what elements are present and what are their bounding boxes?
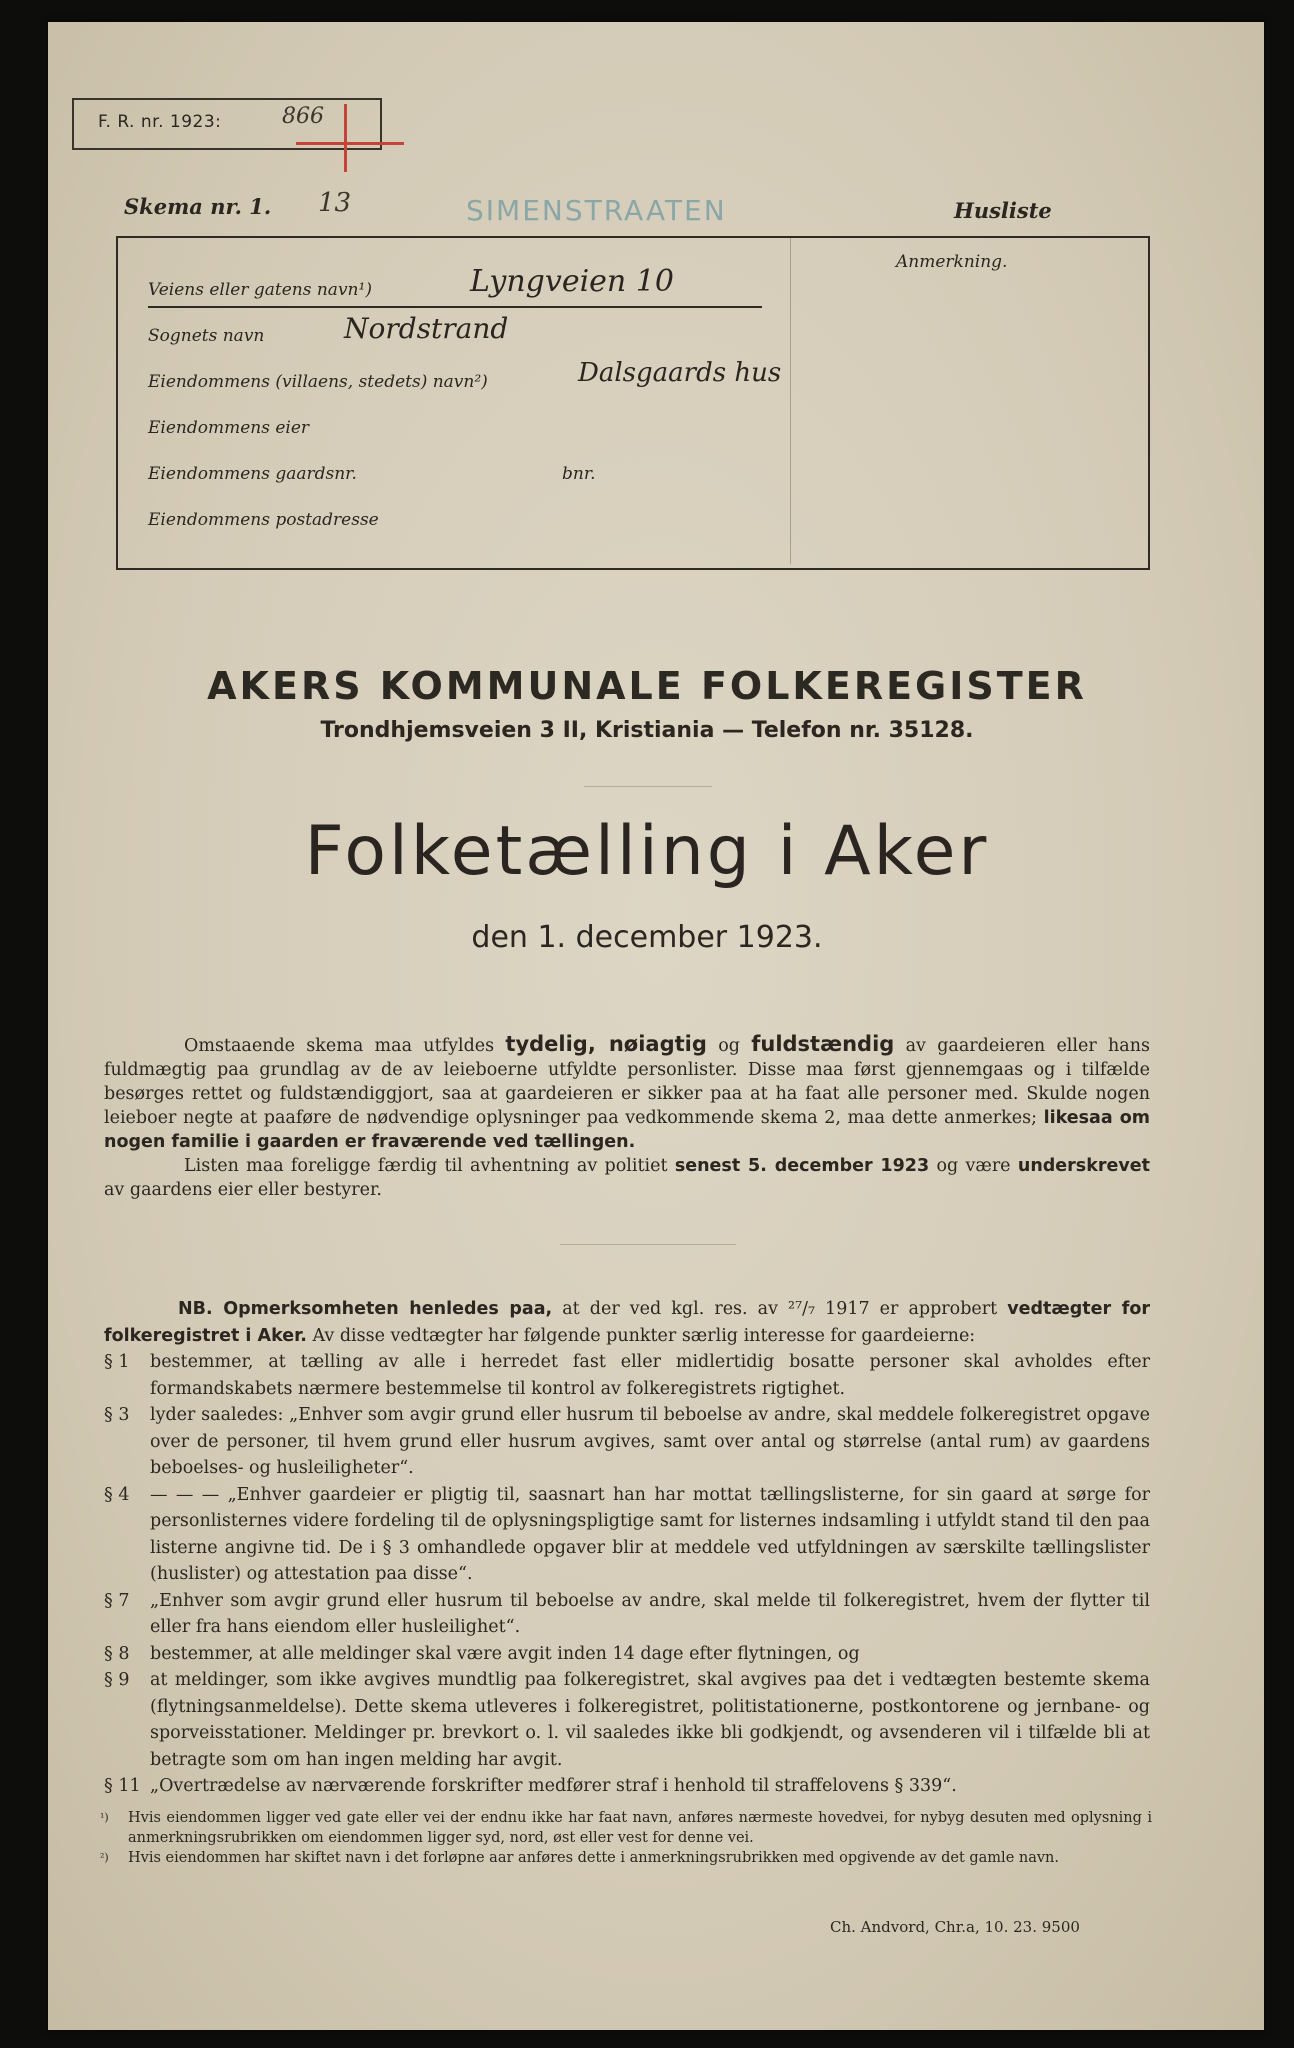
- title-rule: [584, 786, 712, 787]
- nb-lead: NB. Opmerksomheten henledes paa, at der ved kgl. res. av ²⁷/₇ 1917 er approbert vedtægter for folkeregistret i Aker. Av disse vedtægter har følgende punkter særlig interesse for gaardeierne:: [104, 1299, 1150, 1346]
- property-name-label: Eiendommens (villaens, stedets) navn²): [148, 372, 488, 392]
- paragraph-11: § 11 „Overtrædelse av nærværende forskrifter medfører straf i henhold til straffelovens § 339“.: [104, 1776, 957, 1796]
- skema-handwritten-number: 13: [318, 188, 352, 218]
- paragraph-1: § 1 bestemmer, at tælling av alle i herredet fast eller midlertidig bosatte personer skal avholdes efter formandskabets nærmere bestemmelse til kontrol av folkeregistrets rigtighet.: [104, 1352, 1150, 1399]
- intro-text: [104, 1032, 1150, 1202]
- paragraph-3: § 3 lyder saaledes: „Enhver som avgir grund eller husrum til beboelse av andre, skal meddele folkeregistret opgave over de personer, til hvem grund eller husrum avgives, samt over antal og størrelse (antal rum) av gaardens beboelses- og husleiligheter“.: [104, 1405, 1150, 1478]
- street-name-label: Veiens eller gatens navn¹): [148, 280, 372, 300]
- paragraph-7: § 7 „Enhver som avgir grund eller husrum til beboelse av andre, skal melde til folkeregistret, hvem der flytter til eller fra hans eiendom eller husleilighet“.: [104, 1590, 1150, 1637]
- fr-label: F. R. nr. 1923:: [98, 112, 222, 132]
- main-title: Folketælling i Aker: [304, 812, 990, 891]
- org-address: Trondhjemsveien 3 II, Kristiania — Telefon nr. 35128.: [320, 718, 974, 743]
- farm-number-label: Eiendommens gaardsnr.: [148, 464, 357, 484]
- owner-label: Eiendommens eier: [148, 418, 310, 438]
- parish-label: Sognets navn: [148, 326, 265, 346]
- red-cross-mark-bar: [296, 142, 404, 145]
- printer-imprint: Ch. Andvord, Chr.a, 10. 23. 9500: [830, 1918, 1080, 1936]
- org-title: AKERS KOMMUNALE FOLKEREGISTER: [207, 664, 1087, 708]
- street-name-value: Lyngveien 10: [470, 264, 674, 299]
- paragraph-8: § 8 bestemmer, at alle meldinger skal være avgit inden 14 dage efter flytningen, og: [104, 1643, 860, 1664]
- anmerkning-header: Anmerkning.: [896, 252, 1008, 272]
- red-cross-mark: [344, 104, 347, 172]
- husliste-label: Husliste: [954, 198, 1052, 223]
- anmerkning-divider: [790, 238, 791, 564]
- property-name-value: Dalsgaards hus: [578, 358, 782, 388]
- intro-paragraph-2: Listen maa foreligge færdig til avhentning av politiet senest 5. december 1923 og være underskrevet av gaardens eier eller bestyrer.: [104, 1156, 1150, 1200]
- footnotes: [100, 1808, 1152, 1868]
- section-rule: [560, 1244, 736, 1245]
- fr-number: 866: [282, 104, 324, 129]
- intro-paragraph-1: Omstaaende skema maa utfyldes tydelig, nøiagtig og fuldstændig av gaardeieren eller hans fuldmægtig paa grundlag av de av leieboerne utfyldte personlister. Disse maa først gjennemgaas og i tilfælde besørges rettet og fuldstændiggjort, saa at gaardeieren er sikker paa at ha faat alle personer med. Skulde nogen leieboer negte at paaføre de nødvendige oplysninger paa vedkommende skema 2, maa dette anmerkes; likesaa om nogen familie i gaarden er fraværende ved tællingen.: [104, 1032, 1151, 1152]
- postal-address-label: Eiendommens postadresse: [148, 510, 379, 530]
- parish-value: Nordstrand: [344, 312, 509, 345]
- paragraph-9: § 9 at meldinger, som ikke avgives mundtlig paa folkeregistret, skal avgives paa det i vedtægten bestemte skema (flytningsanmeldelse). Dette skema utleveres i folkeregistret, politistationerne, postkontorene og jernbane- og sporveisstationer. Meldinger pr. brevkort o. l. vil saaledes ikke bli godkjendt, og avsenderen vil i tilfælde bli at betragte som om han ingen melding har avgit.: [104, 1670, 1150, 1770]
- nb-section: [104, 1296, 1150, 1800]
- footnote-2: ²) Hvis eiendommen har skiftet navn i det forløpne aar anføres dette i anmerkningsrubrikken med opgivende av det gamle navn.: [100, 1850, 1060, 1866]
- footnote-1: ¹) Hvis eiendommen ligger ved gate eller vei der endnu ikke har faat navn, anføres nærmeste hovedvei, for nybyg desuten med oplysning i anmerkningsrubrikken om eiendommen ligger syd, nord, øst eller vest for denne vei.: [100, 1810, 1152, 1846]
- paragraph-4: § 4 — — — „Enhver gaardeier er pligtig til, saasnart han har mottat tællingslisterne, for sin gaard at sørge for personlisternes videre fordeling til de oplysningspligtige samt for listernes indsamling i utfyldt stand til den paa listerne angivne tid. De i § 3 omhandlede opgaver blir at meddele ved utfyldningen av særskilte tællingslister (huslister) og attestation paa disse“.: [104, 1484, 1150, 1584]
- street-name-underline: [148, 306, 762, 308]
- census-date: den 1. december 1923.: [471, 920, 823, 955]
- street-stamp: SIMENSTRAATEN: [466, 194, 727, 227]
- skema-label: Skema nr. 1.: [124, 194, 272, 219]
- bnr-label: bnr.: [562, 464, 596, 484]
